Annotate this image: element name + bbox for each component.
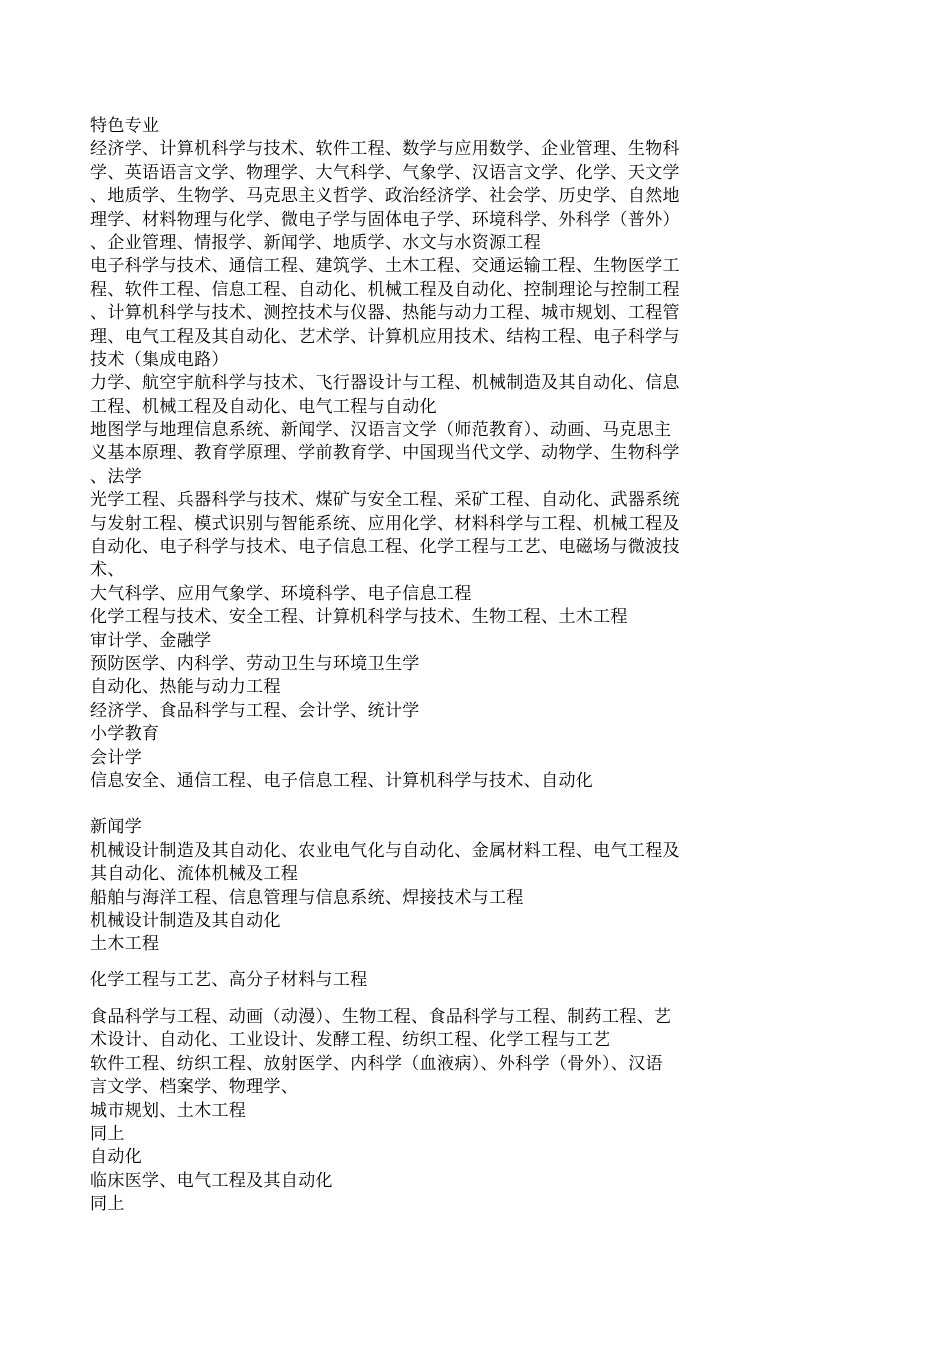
list-item [90, 1053, 750, 1100]
text-line: 食品科学与工程、动画（动漫）、生物工程、食品科学与工程、制药工程、艺 [90, 1007, 672, 1028]
list-item: 化学工程与技术、安全工程、计算机科学与技术、生物工程、土木工程 [90, 607, 628, 628]
text-line: 、地质学、生物学、马克思主义哲学、政治经济学、社会学、历史学、自然地 [90, 186, 680, 207]
text-line: 术设计、自动化、工业设计、发酵工程、纺织工程、化学工程与工艺 [90, 1030, 611, 1051]
text-line: 程、软件工程、信息工程、自动化、机械工程及自动化、控制理论与控制工程 [90, 279, 680, 300]
text-line: 理学、材料物理与化学、微电子学与固体电子学、环境科学、外科学（普外） [90, 209, 680, 230]
list-item: 临床医学、电气工程及其自动化 [90, 1170, 333, 1191]
list-item [90, 840, 750, 887]
text-line: 、企业管理、情报学、新闻学、地质学、水文与水资源工程 [90, 232, 542, 253]
text-line: 技术（集成电路） [90, 349, 229, 370]
list-item [90, 1006, 750, 1053]
text-line: 自动化、电子科学与技术、电子信息工程、化学工程与工艺、电磁场与微波技 [90, 537, 680, 558]
list-item [90, 372, 750, 419]
text-line: 义基本原理、教育学原理、学前教育学、中国现当代文学、动物学、生物科学 [90, 443, 680, 464]
list-item [90, 255, 750, 372]
text-line: 经济学、计算机科学与技术、软件工程、数学与应用数学、企业管理、生物科 [90, 139, 680, 160]
document-page [90, 115, 750, 1217]
list-item: 船舶与海洋工程、信息管理与信息系统、焊接技术与工程 [90, 887, 524, 908]
text-line: 其自动化、流体机械及工程 [90, 864, 299, 885]
list-item [90, 138, 750, 255]
text-line: 力学、航空宇航科学与技术、飞行器设计与工程、机械制造及其自动化、信息 [90, 373, 680, 394]
list-item: 同上 [90, 1124, 125, 1145]
text-line: 光学工程、兵器科学与技术、煤矿与安全工程、采矿工程、自动化、武器系统 [90, 490, 680, 511]
list-item: 新闻学 [90, 817, 143, 838]
blank-row [90, 992, 750, 1006]
list-item: 大气科学、应用气象学、环境科学、电子信息工程 [90, 583, 472, 604]
list-item: 会计学 [90, 747, 143, 768]
column-header: 特色专业 [90, 116, 160, 136]
text-line: 机械设计制造及其自动化、农业电气化与自动化、金属材料工程、电气工程及 [90, 840, 680, 861]
list-item: 自动化、热能与动力工程 [90, 677, 281, 698]
list-item: 经济学、食品科学与工程、会计学、统计学 [90, 700, 420, 721]
text-line: 、法学 [90, 466, 143, 487]
list-item: 化学工程与工艺、高分子材料与工程 [90, 969, 368, 990]
blank-row [90, 793, 750, 816]
text-line: 电子科学与技术、通信工程、建筑学、土木工程、交通运输工程、生物医学工 [90, 256, 680, 277]
text-line: 与发射工程、模式识别与智能系统、应用化学、材料科学与工程、机械工程及 [90, 513, 680, 534]
list-item: 同上 [90, 1194, 125, 1215]
list-item [90, 419, 750, 489]
text-line: 言文学、档案学、物理学、 [90, 1077, 299, 1098]
list-item: 预防医学、内科学、劳动卫生与环境卫生学 [90, 653, 420, 674]
list-item: 城市规划、土木工程 [90, 1100, 247, 1121]
list-item: 信息安全、通信工程、电子信息工程、计算机科学与技术、自动化 [90, 770, 594, 791]
blank-row [90, 957, 750, 969]
text-line: 理、电气工程及其自动化、艺术学、计算机应用技术、结构工程、电子科学与 [90, 326, 680, 347]
list-item: 小学教育 [90, 724, 160, 745]
text-line: 学、英语语言文学、物理学、大气科学、气象学、汉语言文学、化学、天文学 [90, 162, 680, 183]
text-line: 术、 [90, 560, 125, 581]
list-item [90, 489, 750, 583]
text-line: 工程、机械工程及自动化、电气工程与自动化 [90, 396, 437, 417]
text-line: 、计算机科学与技术、测控技术与仪器、热能与动力工程、城市规划、工程管 [90, 303, 680, 324]
list-item: 机械设计制造及其自动化 [90, 910, 281, 931]
list-item: 审计学、金融学 [90, 630, 212, 651]
text-line: 地图学与地理信息系统、新闻学、汉语言文学（师范教育）、动画、马克思主 [90, 420, 672, 441]
list-item: 土木工程 [90, 934, 160, 955]
list-item: 自动化 [90, 1147, 143, 1168]
text-line: 软件工程、纺织工程、放射医学、内科学（血液病）、外科学（骨外）、汉语 [90, 1053, 663, 1074]
